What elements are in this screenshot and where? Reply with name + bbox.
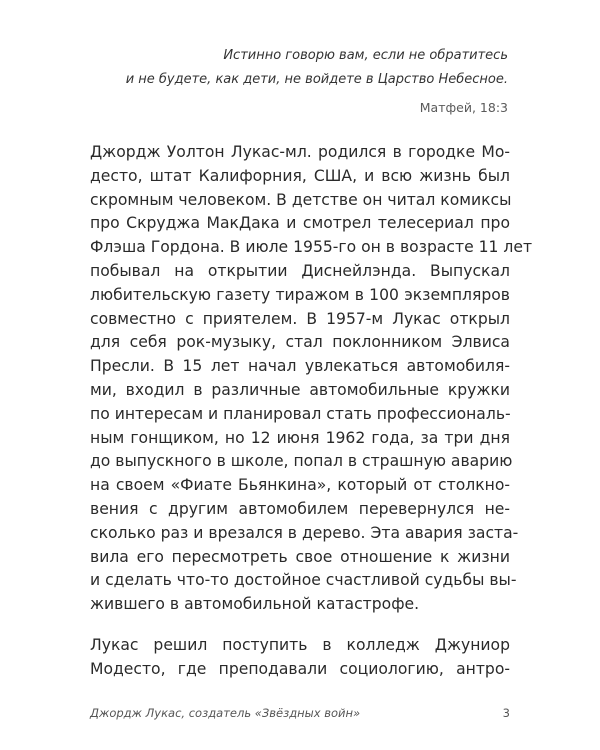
text-line: Пресли. В 15 лет начал увлекаться автомобиля-: [90, 357, 510, 376]
text-line: скромным человеком. В детстве он читал комиксы: [90, 190, 512, 209]
text-line: на своем «Фиате Бьянкина», который от столкно-: [90, 476, 510, 495]
epigraph-line: Истинно говорю вам, если не обратитесь: [223, 48, 508, 63]
body-paragraph-2: [90, 634, 510, 682]
text-line: совместно с приятелем. В 1957-м Лукас открыл: [90, 309, 510, 328]
text-line: любительскую газету тиражом в 100 экземпляров: [90, 285, 510, 304]
text-line: до выпускного в школе, попал в страшную аварию: [90, 452, 513, 471]
text-line: Модесто, где преподавали социологию, антро-: [90, 659, 510, 678]
text-line: ным гонщиком, но 12 июня 1962 года, за три дня: [90, 428, 510, 447]
text-line: десто, штат Калифорния, США, и всю жизнь был: [90, 166, 510, 185]
text-line: вения с другим автомобилем перевернулся не-: [90, 499, 510, 518]
text-line: вила его пересмотреть свое отношение к жизни: [90, 547, 510, 566]
page-footer: [90, 706, 510, 720]
text-line: Джордж Уолтон Лукас-мл. родился в городке Мо-: [90, 143, 510, 161]
page-number: 3: [502, 706, 510, 720]
text-line: жившего в автомобильной катастрофе.: [90, 595, 420, 614]
running-title: Джордж Лукас, создатель «Звёздных войн»: [90, 706, 361, 720]
body-paragraph-1: [90, 141, 533, 617]
epigraph: [88, 44, 508, 120]
text-line: ми, входил в различные автомобильные кружки: [90, 380, 510, 399]
epigraph-source: Матфей, 18:3: [419, 100, 508, 115]
text-line: для себя рок-музыку, стал поклонником Элвиса: [90, 333, 510, 352]
epigraph-line: и не будете, как дети, не войдете в Царство Небесное.: [125, 72, 508, 87]
text-line: про Скруджа МакДака и смотрел телесериал про: [90, 214, 510, 233]
text-line: сколько раз и врезался в дерево. Эта авария заста-: [90, 523, 519, 542]
text-line: Лукас решил поступить в колледж Джуниор: [90, 636, 510, 654]
text-line: Флэша Гордона. В июле 1955-го он в возрасте 11 лет: [90, 238, 533, 257]
text-line: и сделать что-то достойное счастливой судьбы вы-: [90, 571, 517, 590]
text-line: по интересам и планировал стать профессиональ-: [90, 404, 511, 423]
text-line: побывал на открытии Диснейлэнда. Выпускал: [90, 261, 510, 280]
